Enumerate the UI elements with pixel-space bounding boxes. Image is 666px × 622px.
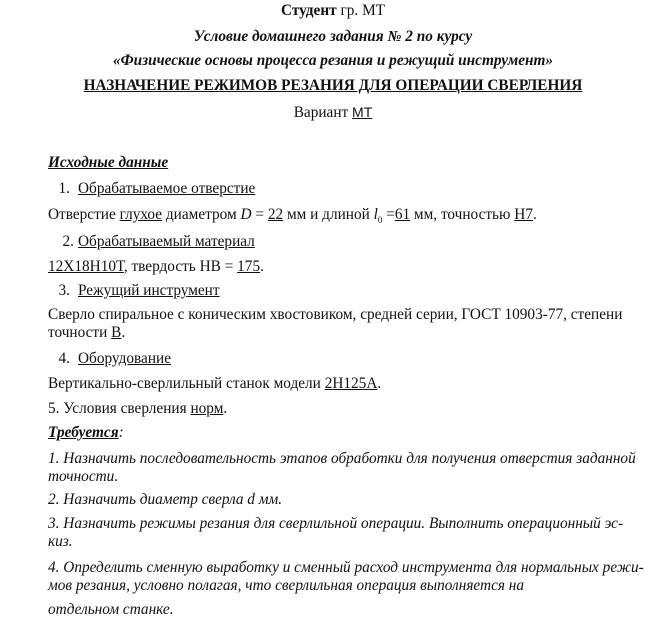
task-4-line-3: отдельном станке. [48, 601, 174, 618]
accuracy-class: В [111, 324, 122, 341]
hardness-value: 175 [237, 258, 261, 275]
variant-label: Вариант [293, 104, 349, 121]
text: . [260, 258, 264, 275]
l-symbol: l [373, 206, 378, 223]
text: : [118, 424, 124, 441]
machine-model: 2Н125А [324, 375, 378, 392]
material-grade: 12Х18Н10Т [48, 258, 124, 275]
text: мм и длиной [283, 206, 374, 223]
material-line [48, 258, 264, 276]
accuracy-value: H7 [514, 206, 533, 223]
conditions-value: норм [190, 400, 224, 417]
item-1 [48, 180, 255, 198]
text: мм, точностью [410, 206, 515, 223]
tool-line-2 [48, 324, 125, 342]
task-2: 2. Назначить диаметр сверла d мм. [48, 491, 283, 508]
task-3-line-2: киз. [48, 533, 73, 550]
student-label: Студент [280, 2, 337, 19]
variant-value: МТ [352, 104, 373, 120]
variant-line [0, 103, 666, 122]
item-title: Обрабатываемое отверстие [78, 180, 256, 197]
equipment-line [48, 375, 381, 393]
text: , твердость НВ = [123, 258, 238, 275]
text: . [223, 400, 228, 417]
page-title: НАЗНАЧЕНИЕ РЕЖИМОВ РЕЗАНИЯ ДЛЯ ОПЕРАЦИИ СВЕРЛЕНИЯ [83, 77, 583, 94]
item-4 [48, 350, 171, 368]
conditions-line [48, 400, 227, 418]
l-subscript: 0 [377, 215, 383, 226]
item-number: 2. [62, 233, 74, 250]
text: точности [48, 324, 112, 341]
required-heading [48, 424, 124, 442]
task-3-line-1: 3. Назначить режимы резания для сверлильной операции. Выполнить операционный эс- [48, 515, 624, 532]
text: 5. Условия сверления [48, 400, 191, 417]
task-1-line-1: 1. Назначить последовательность этапов обработки для получения отверстия заданной [48, 450, 636, 467]
item-title: Оборудование [78, 350, 172, 367]
item-number: 3. [58, 282, 70, 299]
hole-line [48, 206, 537, 229]
item-number: 4. [58, 350, 70, 367]
text: = [382, 206, 395, 223]
assignment-line: Условие домашнего задания № 2 по курсу [193, 28, 473, 45]
text: . [533, 206, 537, 223]
text: = [251, 206, 268, 223]
text: . [121, 324, 126, 341]
initial-data-heading: Исходные данные [48, 154, 169, 171]
text: диаметром [162, 206, 241, 223]
task-4-line-1: 4. Определить сменную выработку и сменный расход инструмента для нормальных режи- [48, 559, 644, 576]
hole-type: глухое [119, 206, 163, 223]
task-4-line-2: мов резания, условно полагая, что сверлильная операция выполняется на [48, 577, 525, 594]
text: . [377, 375, 382, 392]
text: Вертикально-сверлильный станок модели [48, 375, 325, 392]
item-title: Обрабатываемый материал [78, 233, 255, 250]
course-line: «Физические основы процесса резания и режущий инструмент» [112, 52, 554, 69]
student-line [0, 2, 666, 20]
item-2 [52, 233, 255, 251]
task-1-line-2: точности. [48, 468, 119, 485]
required-label: Требуется [48, 424, 119, 441]
student-group: гр. МТ [340, 2, 386, 19]
item-3 [48, 282, 220, 300]
diameter-value: 22 [267, 206, 284, 223]
tool-line-1: Сверло спиральное с коническим хвостовиком, средней серии, ГОСТ 10903-77, степени [48, 306, 623, 323]
d-symbol: D [240, 206, 252, 223]
length-value: 61 [394, 206, 411, 223]
item-number: 1. [58, 180, 70, 197]
item-title: Режущий инструмент [78, 282, 220, 299]
text: Отверстие [48, 206, 120, 223]
